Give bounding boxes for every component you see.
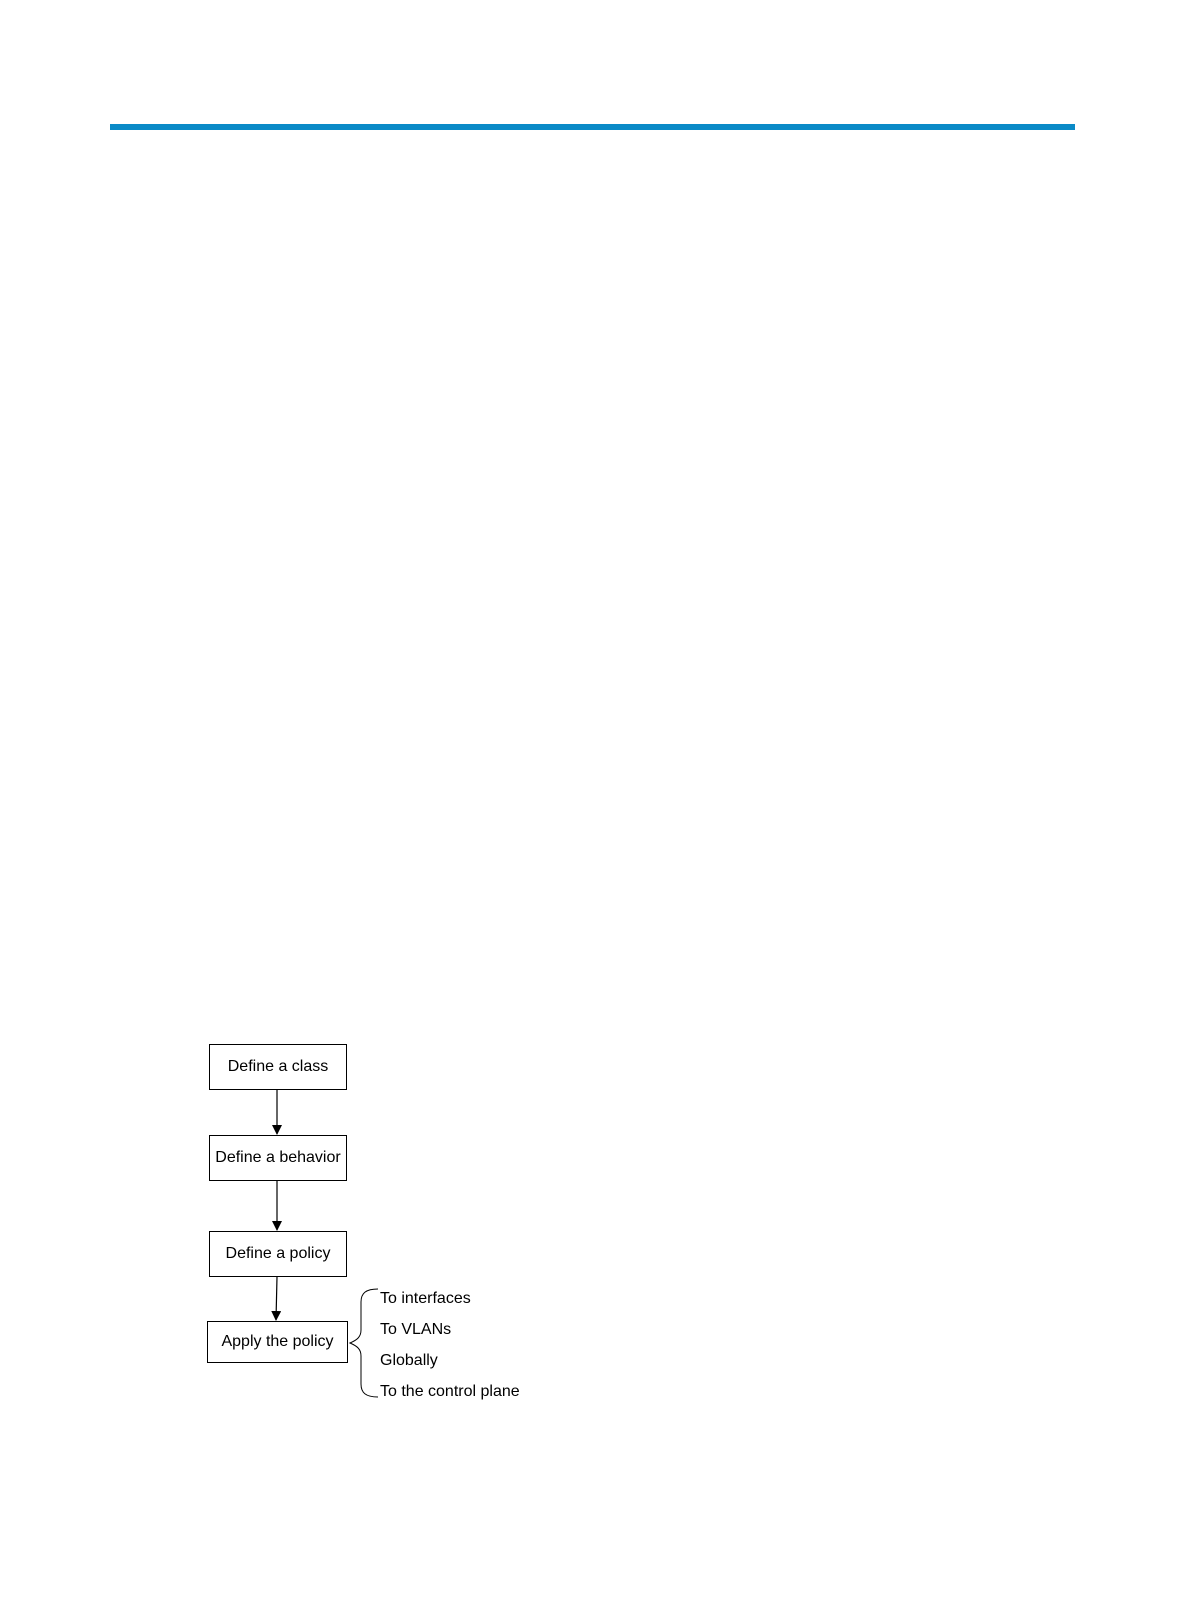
step-define-class-label: Define a class	[227, 1058, 329, 1075]
target-control-plane: To the control plane	[380, 1383, 520, 1400]
step-apply-policy	[207, 1321, 348, 1363]
step-define-behavior	[209, 1135, 347, 1181]
step-apply-policy-label: Apply the policy	[221, 1333, 334, 1350]
step-define-policy	[209, 1231, 347, 1277]
step-define-behavior-label: Define a behavior	[215, 1149, 341, 1166]
target-vlans: To VLANs	[380, 1321, 452, 1338]
target-globally: Globally	[380, 1352, 438, 1369]
arrow-policy-to-apply	[276, 1277, 277, 1320]
step-define-class	[209, 1044, 347, 1090]
targets-brace	[350, 1289, 378, 1397]
step-define-policy-label: Define a policy	[225, 1245, 331, 1262]
target-interfaces: To interfaces	[380, 1290, 471, 1307]
